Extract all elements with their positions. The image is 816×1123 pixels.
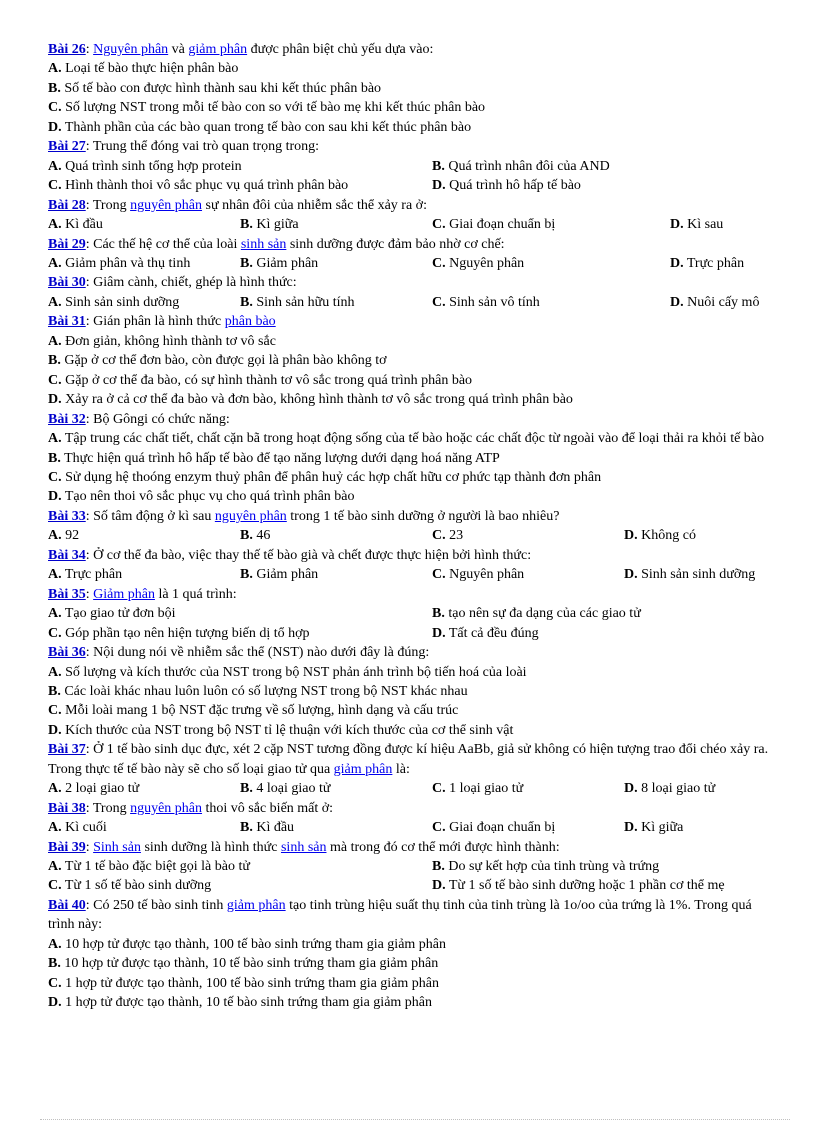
option-letter: D.: [624, 781, 638, 797]
option-letter: D.: [48, 995, 62, 1011]
question-number-link[interactable]: Bài 29: [48, 236, 86, 252]
page-bottom-divider: [40, 1119, 790, 1120]
option-text: Từ 1 số tế bào sinh dưỡng hoặc 1 phần cơ thể mẹ: [445, 878, 725, 894]
question-stem: [48, 838, 778, 857]
glossary-link[interactable]: nguyên phân: [214, 508, 287, 524]
option-text: Loại tế bào thực hiện phân bào: [61, 61, 239, 77]
option-letter: A.: [48, 294, 62, 310]
answer-option: [48, 468, 778, 487]
options-row: [48, 254, 778, 273]
option-text: Giảm phân: [252, 567, 319, 583]
answer-option: [48, 79, 778, 98]
question-text: sinh dưỡng được đảm bảo nhờ cơ chế:: [286, 236, 505, 252]
answer-option: [48, 157, 432, 176]
options-row: [48, 293, 778, 312]
option-letter: A.: [48, 255, 62, 271]
question-number-link[interactable]: Bài 33: [48, 508, 86, 524]
answer-option: [240, 818, 432, 837]
question-stem: [48, 410, 778, 429]
option-letter: C.: [48, 625, 62, 641]
option-letter: D.: [48, 392, 62, 408]
answer-option: [48, 332, 778, 351]
answer-option: [48, 565, 240, 584]
option-letter: B.: [432, 859, 445, 875]
option-text: Số lượng NST trong mỗi tế bào con so với tế bào mẹ khi kết thúc phân bào: [61, 100, 486, 116]
question-text: thoi vô sắc biến mất ở:: [202, 800, 334, 816]
option-text: Thực hiện quá trình hô hấp tế bào để tạo năng lượng dưới dạng hoá năng ATP: [60, 450, 500, 466]
answer-option: [48, 487, 778, 506]
option-text: Từ 1 số tế bào sinh dưỡng: [61, 878, 212, 894]
option-letter: D.: [670, 255, 684, 271]
options-row: [48, 215, 778, 234]
glossary-link[interactable]: sinh sản: [240, 236, 287, 252]
answer-option: [670, 293, 778, 312]
option-letter: A.: [48, 606, 62, 622]
answer-option: [48, 604, 432, 623]
option-letter: D.: [48, 722, 62, 738]
question-text: : Giâm cành, chiết, ghép là hình thức:: [85, 275, 297, 291]
option-text: Gặp ở cơ thể đơn bào, còn được gọi là phân bào không tơ: [60, 353, 387, 369]
question-text: : Gián phân là hình thức: [85, 314, 225, 330]
answer-option: [48, 876, 432, 895]
answer-option: [48, 390, 778, 409]
option-letter: A.: [48, 217, 62, 233]
question-stem: [48, 312, 778, 331]
option-letter: D.: [624, 567, 638, 583]
answer-option: [432, 857, 778, 876]
option-letter: D.: [432, 625, 446, 641]
answer-option: [48, 701, 778, 720]
question-text: : Bộ Gôngi có chức năng:: [85, 411, 230, 427]
question-text: : Ở cơ thể đa bào, việc thay thế tế bào già và chết được thực hiện bởi hình thức:: [85, 547, 532, 563]
question-text: là:: [392, 761, 410, 777]
option-letter: A.: [48, 158, 62, 174]
answer-option: [240, 565, 432, 584]
glossary-link[interactable]: Sinh sản: [93, 839, 141, 855]
question-stem: [48, 235, 778, 254]
option-letter: D.: [624, 820, 638, 836]
answer-option: [240, 293, 432, 312]
option-letter: B.: [432, 158, 445, 174]
option-letter: C.: [48, 703, 62, 719]
question-number-link[interactable]: Bài 35: [48, 586, 86, 602]
option-letter: C.: [432, 294, 446, 310]
option-text: 10 hợp tử được tạo thành, 100 tế bào sinh trứng tham gia giảm phân: [61, 936, 447, 952]
answer-option: [48, 624, 432, 643]
answer-option: [48, 818, 240, 837]
question-stem: [48, 196, 778, 215]
option-text: tạo nên sự đa dạng của các giao tử: [444, 606, 641, 622]
option-letter: B.: [48, 353, 61, 369]
question-text: : Trong: [85, 197, 131, 213]
option-text: 10 hợp tử được tạo thành, 10 tế bào sinh trứng tham gia giảm phân: [60, 956, 439, 972]
option-text: Không có: [637, 528, 696, 544]
question-stem: [48, 740, 778, 779]
option-letter: A.: [48, 528, 62, 544]
option-text: Tất cả đều đúng: [445, 625, 539, 641]
glossary-link[interactable]: Nguyên phân: [93, 42, 169, 57]
option-letter: A.: [48, 859, 62, 875]
answer-option: [48, 215, 240, 234]
option-text: Tạo giao tử đơn bội: [61, 606, 176, 622]
option-text: Tập trung các chất tiết, chất cặn bã trong hoạt động sống của tế bào hoặc các chất độc từ ngoài vào để loại thải ra khỏi tế bào: [61, 431, 765, 447]
option-letter: C.: [432, 781, 446, 797]
option-text: Tạo nên thoi vô sắc phục vụ cho quá trình phân bào: [61, 489, 355, 505]
answer-option: [48, 935, 778, 954]
options-row: [48, 176, 778, 195]
answer-option: [432, 215, 670, 234]
answer-option: [624, 779, 778, 798]
question-number-link[interactable]: Bài 34: [48, 547, 86, 563]
question-number-link[interactable]: Bài 28: [48, 197, 86, 213]
option-letter: B.: [48, 80, 61, 96]
option-letter: D.: [48, 119, 62, 135]
option-letter: B.: [432, 606, 445, 622]
options-row: [48, 818, 778, 837]
answer-option: [432, 254, 670, 273]
option-text: 92: [61, 528, 80, 544]
option-text: 1 hợp tử được tạo thành, 10 tế bào sinh trứng tham gia giảm phân: [61, 995, 433, 1011]
option-letter: D.: [670, 294, 684, 310]
answer-option: [48, 59, 778, 78]
answer-option: [240, 526, 432, 545]
option-text: Sinh sản sinh dưỡng: [61, 294, 180, 310]
answer-option: [240, 254, 432, 273]
answer-option: [432, 818, 624, 837]
quiz-document: [48, 40, 778, 1013]
option-letter: B.: [48, 956, 61, 972]
options-row: [48, 857, 778, 876]
options-row: [48, 876, 778, 895]
option-text: Số tế bào con được hình thành sau khi kết thúc phân bào: [60, 80, 382, 96]
option-letter: D.: [432, 178, 446, 194]
glossary-link[interactable]: giảm phân: [226, 897, 286, 913]
option-text: Trực phân: [683, 255, 745, 271]
options-row: [48, 565, 778, 584]
option-text: Xảy ra ở cả cơ thể đa bào và đơn bào, không hình thành tơ vô sắc trong quá trình phân bào: [61, 392, 573, 408]
answer-option: [48, 974, 778, 993]
question-number-link[interactable]: Bài 27: [48, 139, 86, 155]
question-text: sự nhân đôi của nhiễm sắc thể xảy ra ở:: [202, 197, 427, 213]
option-letter: B.: [48, 683, 61, 699]
option-text: Kì giữa: [252, 217, 299, 233]
glossary-link[interactable]: nguyên phân: [130, 800, 203, 816]
answer-option: [48, 254, 240, 273]
question-stem: [48, 40, 778, 59]
option-text: Giai đoạn chuẩn bị: [445, 820, 556, 836]
answer-option: [670, 215, 778, 234]
option-text: Kì giữa: [637, 820, 684, 836]
option-letter: A.: [48, 333, 62, 349]
question-number-link[interactable]: Bài 36: [48, 645, 86, 661]
option-text: 2 loại giao tử: [61, 781, 140, 797]
option-text: Số lượng và kích thước của NST trong bộ NST phản ánh trình bộ tiến hoá của loài: [61, 664, 527, 680]
answer-option: [48, 993, 778, 1012]
glossary-link[interactable]: giảm phân: [188, 42, 248, 57]
option-letter: D.: [48, 489, 62, 505]
glossary-link[interactable]: sinh sản: [280, 839, 327, 855]
question-number-link[interactable]: Bài 26: [48, 42, 86, 57]
question-number-link[interactable]: Bài 40: [48, 897, 86, 913]
answer-option: [48, 293, 240, 312]
answer-option: [670, 254, 778, 273]
option-letter: A.: [48, 820, 62, 836]
question-text: sinh dưỡng là hình thức: [140, 839, 281, 855]
option-letter: B.: [240, 294, 253, 310]
answer-option: [48, 371, 778, 390]
option-letter: A.: [48, 781, 62, 797]
option-letter: C.: [432, 255, 446, 271]
option-text: Đơn giản, không hình thành tơ vô sắc: [61, 333, 276, 349]
question-stem: [48, 546, 778, 565]
question-text: : Số tâm động ở kì sau: [85, 508, 215, 524]
question-text: được phân biệt chủ yếu dựa vào:: [247, 42, 434, 57]
answer-option: [432, 779, 624, 798]
option-letter: B.: [240, 820, 253, 836]
option-text: Giảm phân: [252, 255, 319, 271]
option-text: Kì đầu: [252, 820, 295, 836]
answer-option: [432, 293, 670, 312]
question-text: : Trung thể đóng vai trò quan trọng trong:: [85, 139, 320, 155]
answer-option: [48, 118, 778, 137]
answer-option: [624, 565, 778, 584]
question-stem: [48, 799, 778, 818]
question-text: : Trong: [85, 800, 131, 816]
question-stem: [48, 137, 778, 156]
answer-option: [48, 663, 778, 682]
option-letter: C.: [48, 975, 62, 991]
option-text: Nuôi cấy mô: [683, 294, 760, 310]
options-row: [48, 526, 778, 545]
question-text: mà trong đó cơ thể mới được hình thành:: [326, 839, 560, 855]
option-text: Mỗi loài mang 1 bộ NST đặc trưng về số lượng, hình dạng và cấu trúc: [61, 703, 459, 719]
answer-option: [240, 779, 432, 798]
answer-option: [48, 98, 778, 117]
option-text: Sinh sản hữu tính: [252, 294, 355, 310]
answer-option: [48, 351, 778, 370]
option-letter: A.: [48, 936, 62, 952]
option-letter: B.: [48, 450, 61, 466]
answer-option: [432, 624, 778, 643]
options-row: [48, 604, 778, 623]
option-letter: C.: [432, 528, 446, 544]
option-letter: C.: [432, 567, 446, 583]
option-letter: C.: [48, 372, 62, 388]
option-text: Thành phần của các bào quan trong tế bào con sau khi kết thúc phân bào: [61, 119, 472, 135]
options-row: [48, 624, 778, 643]
option-text: Quá trình sinh tổng hợp protein: [61, 158, 242, 174]
question-text: và: [168, 42, 189, 57]
answer-option: [48, 449, 778, 468]
option-letter: A.: [48, 664, 62, 680]
option-letter: C.: [48, 878, 62, 894]
answer-option: [48, 857, 432, 876]
option-text: Quá trình nhân đôi của AND: [444, 158, 610, 174]
option-text: Sử dụng hệ thoóng enzym thuỷ phân để phân huỷ các hợp chất hữu cơ phức tạp thành đơn phân: [61, 469, 602, 485]
question-stem: [48, 643, 778, 662]
question-text: là 1 quá trình:: [154, 586, 237, 602]
option-text: Hình thành thoi vô sắc phục vụ quá trình phân bào: [61, 178, 349, 194]
answer-option: [432, 176, 778, 195]
option-letter: C.: [432, 217, 446, 233]
option-letter: A.: [48, 431, 62, 447]
question-text: : Nội dung nói về nhiễm sắc thể (NST) nào dưới đây là đúng:: [85, 645, 430, 661]
question-number-link[interactable]: Bài 32: [48, 411, 86, 427]
question-number-link[interactable]: Bài 31: [48, 314, 86, 330]
option-letter: D.: [624, 528, 638, 544]
question-text: tạo tinh trùng hiệu suất thụ tinh của tinh trùng là 1o/oo của trứng là 1%. Trong quá trình này:: [48, 897, 752, 933]
answer-option: [432, 604, 778, 623]
option-text: 1 loại giao tử: [445, 781, 524, 797]
option-text: Nguyên phân: [445, 255, 525, 271]
question-stem: [48, 273, 778, 292]
question-number-link[interactable]: Bài 37: [48, 742, 86, 758]
option-letter: B.: [240, 528, 253, 544]
question-stem: [48, 507, 778, 526]
option-text: Kì cuối: [61, 820, 107, 836]
question-number-link[interactable]: Bài 39: [48, 839, 86, 855]
glossary-link[interactable]: giảm phân: [333, 761, 393, 777]
option-letter: B.: [240, 567, 253, 583]
option-letter: C.: [48, 100, 62, 116]
option-text: 23: [445, 528, 464, 544]
options-row: [48, 779, 778, 798]
answer-option: [48, 176, 432, 195]
option-text: Sinh sản vô tính: [445, 294, 540, 310]
question-text: :: [85, 42, 94, 57]
question-number-link[interactable]: Bài 38: [48, 800, 86, 816]
option-letter: D.: [432, 878, 446, 894]
option-text: Nguyên phân: [445, 567, 525, 583]
options-row: [48, 157, 778, 176]
answer-option: [240, 215, 432, 234]
glossary-link[interactable]: phân bào: [224, 314, 276, 330]
answer-option: [432, 526, 624, 545]
question-text: : Có 250 tế bào sinh tinh: [85, 897, 227, 913]
option-letter: B.: [240, 781, 253, 797]
option-text: Quá trình hô hấp tế bào: [445, 178, 581, 194]
answer-option: [48, 526, 240, 545]
option-text: 4 loại giao tử: [252, 781, 331, 797]
answer-option: [48, 954, 778, 973]
question-text: : Các thế hệ cơ thể của loài: [85, 236, 241, 252]
option-text: Sinh sản sinh dưỡng: [637, 567, 756, 583]
option-text: Gặp ở cơ thể đa bào, có sự hình thành tơ vô sắc trong quá trình phân bào: [61, 372, 473, 388]
question-text: :: [85, 586, 94, 602]
answer-option: [48, 682, 778, 701]
option-text: 1 hợp tử được tạo thành, 100 tế bào sinh trứng tham gia giảm phân: [61, 975, 440, 991]
option-text: Từ 1 tế bào đặc biệt gọi là bào tử: [61, 859, 250, 875]
option-letter: A.: [48, 567, 62, 583]
question-text: :: [85, 839, 94, 855]
option-text: Do sự kết hợp của tinh trùng và trứng: [444, 859, 660, 875]
answer-option: [48, 779, 240, 798]
answer-option: [432, 157, 778, 176]
option-letter: B.: [240, 255, 253, 271]
option-text: 46: [252, 528, 271, 544]
option-text: Giai đoạn chuẩn bị: [445, 217, 556, 233]
option-text: Trực phân: [61, 567, 123, 583]
option-text: Giảm phân và thụ tinh: [61, 255, 191, 271]
option-letter: B.: [240, 217, 253, 233]
option-text: 8 loại giao tử: [637, 781, 716, 797]
question-number-link[interactable]: Bài 30: [48, 275, 86, 291]
answer-option: [48, 429, 778, 448]
option-text: Các loài khác nhau luôn luôn có số lượng NST trong bộ NST khác nhau: [60, 683, 468, 699]
option-letter: D.: [670, 217, 684, 233]
option-text: Kì sau: [683, 217, 724, 233]
glossary-link[interactable]: Giảm phân: [93, 586, 155, 602]
option-text: Kích thước của NST trong bộ NST tỉ lệ thuận với kích thước của cơ thể sinh vật: [61, 722, 514, 738]
answer-option: [432, 565, 624, 584]
option-letter: C.: [48, 469, 62, 485]
option-letter: C.: [432, 820, 446, 836]
option-letter: C.: [48, 178, 62, 194]
option-text: Kì đầu: [61, 217, 103, 233]
answer-option: [624, 818, 778, 837]
answer-option: [624, 526, 778, 545]
option-text: Góp phần tạo nên hiện tượng biến dị tổ hợp: [61, 625, 310, 641]
glossary-link[interactable]: nguyên phân: [130, 197, 203, 213]
question-stem: [48, 585, 778, 604]
question-text: : Ở 1 tế bào sinh dục đực, xét 2 cặp NST tương đồng được kí hiệu AaBb, giả sử không có hiện tượng trao đổi chéo xảy ra. Trong thực tế tế bào này sẽ cho số loại giao tử qua: [48, 742, 769, 777]
question-text: trong 1 tế bào sinh dưỡng ở người là bao nhiêu?: [286, 508, 560, 524]
question-stem: [48, 896, 778, 935]
answer-option: [432, 876, 778, 895]
option-letter: A.: [48, 61, 62, 77]
answer-option: [48, 721, 778, 740]
